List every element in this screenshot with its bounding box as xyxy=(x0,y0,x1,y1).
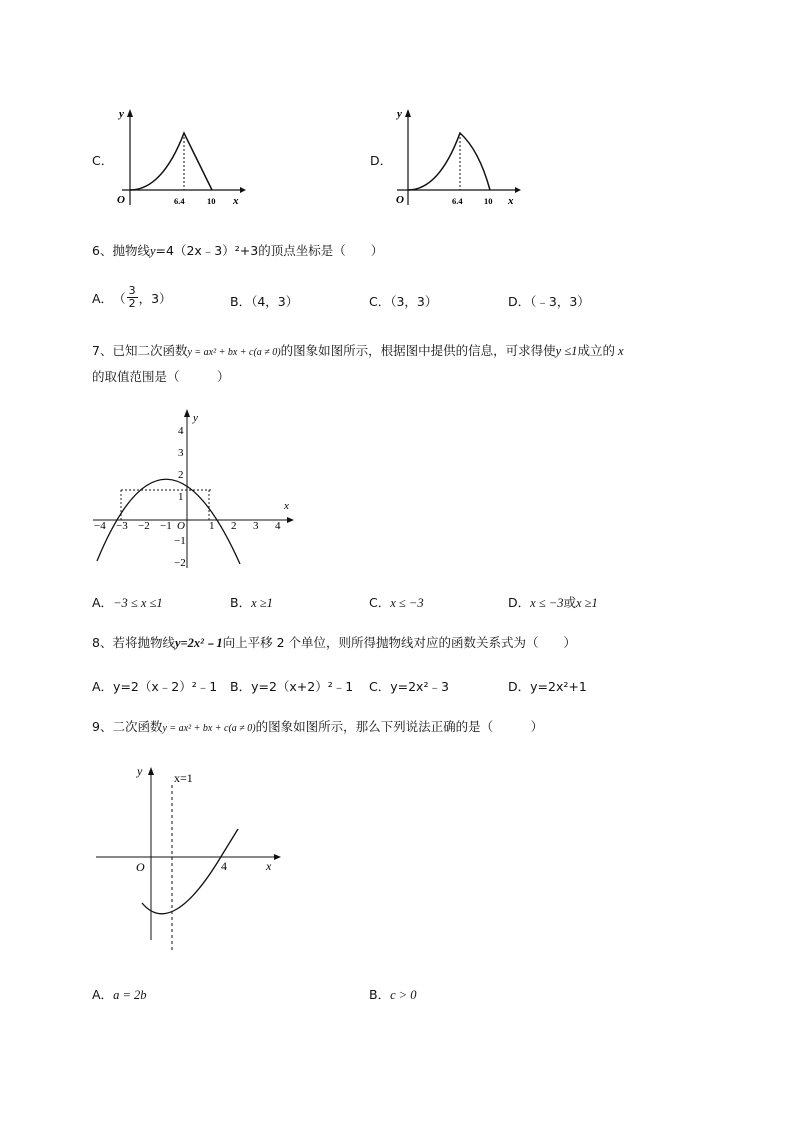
y-tick-label: −2 xyxy=(174,557,186,569)
denominator: 2 xyxy=(128,297,136,310)
option-text: c > 0 xyxy=(390,988,417,1002)
q9-option-a[interactable] xyxy=(92,985,147,1003)
question-text: 若将抛物线 xyxy=(112,635,175,650)
x-tick-label: 1 xyxy=(209,520,215,532)
y-tick-label: −1 xyxy=(174,535,186,547)
y-label: y xyxy=(137,764,143,778)
x-tick-label: −1 xyxy=(160,520,172,532)
graph-d xyxy=(387,105,522,210)
y-axis-arrow xyxy=(184,409,190,417)
formula: y = ax² + bx + c(a ≠ 0) xyxy=(187,347,281,358)
q7-option-c[interactable] xyxy=(369,593,424,611)
question-text: 成立的 xyxy=(577,343,615,358)
q6-option-a[interactable] xyxy=(92,285,172,310)
x-tick-label: 4 xyxy=(275,520,281,532)
question-text: 的图象如图所示，根据图中提供的信息，可求得使 xyxy=(280,343,556,358)
y-tick-label: 2 xyxy=(178,469,184,481)
q8-option-d[interactable]: D．y=2x²+1 xyxy=(508,679,587,694)
x-tick-label: −3 xyxy=(116,520,128,532)
x-axis-arrow xyxy=(287,517,294,523)
question-8-stem xyxy=(92,633,576,651)
q6-option-c[interactable]: C．（3，3） xyxy=(369,294,438,309)
x-axis-arrow xyxy=(240,187,246,193)
q6-option-b[interactable]: B．（4，3） xyxy=(230,294,299,309)
option-label: D． xyxy=(508,595,531,610)
q8-option-a[interactable]: A．y=2（x﹣2）²﹣1 xyxy=(92,679,218,694)
question-number: 6、 xyxy=(92,243,113,258)
question-text: 抛物线 xyxy=(112,243,150,258)
question-6-stem xyxy=(92,241,383,259)
question-number: 8、 xyxy=(92,635,113,650)
option-label: B． xyxy=(230,595,252,610)
option-text: x ≥1 xyxy=(576,596,598,610)
option-label: C． xyxy=(369,595,391,610)
x-label: x xyxy=(284,500,289,512)
option-text: 或 xyxy=(563,595,576,610)
q7-parabola-graph xyxy=(88,405,298,570)
question-text: 向上平移 2 个单位，则所得抛物线对应的函数关系式为（ ） xyxy=(222,635,577,650)
formula: =4（2x﹣3）²+3 xyxy=(155,243,259,258)
root-label: 4 xyxy=(221,859,227,873)
numerator: 3 xyxy=(128,284,136,297)
origin-label: O xyxy=(396,194,404,206)
tick-label: 6.4 xyxy=(174,196,185,206)
formula: y ≤1 xyxy=(555,344,578,358)
x-axis-arrow xyxy=(515,187,521,193)
option-text: x ≥1 xyxy=(251,596,273,610)
y-axis-arrow xyxy=(148,767,154,775)
y-tick-label: 3 xyxy=(178,447,184,459)
option-text: x ≤ −3 xyxy=(390,596,424,610)
y-label: y xyxy=(193,412,198,424)
tick-label: 10 xyxy=(207,196,216,206)
option-text: a = 2b xyxy=(113,988,147,1002)
y-tick-label: 4 xyxy=(178,425,184,437)
formula-var: x xyxy=(617,344,624,358)
question-number: 7、 xyxy=(92,343,113,358)
x-tick-label: −4 xyxy=(94,520,106,532)
q9-parabola-graph xyxy=(90,755,290,960)
origin-label: O xyxy=(117,194,125,206)
x-label: x xyxy=(233,195,239,207)
question-text: 的顶点坐标是（ ） xyxy=(258,243,384,258)
option-label: A． xyxy=(92,595,114,610)
origin-label: O xyxy=(136,860,145,874)
graph-c xyxy=(112,105,247,210)
question-7-stem-line2: 的取值范围是（ ） xyxy=(92,369,230,384)
q6-option-d[interactable]: D．（﹣3，3） xyxy=(508,294,590,309)
y-label: y xyxy=(119,108,124,120)
q8-option-b[interactable]: B．y=2（x+2）²﹣1 xyxy=(230,679,354,694)
question-text: 已知二次函数 xyxy=(112,343,188,358)
option-label: B． xyxy=(369,987,391,1002)
question-number: 9、 xyxy=(92,719,113,734)
formula: y=2x²﹣1 xyxy=(174,636,223,650)
option-label: A． xyxy=(92,290,114,306)
curve xyxy=(408,133,490,190)
question-7-stem xyxy=(92,341,624,359)
q7-option-b[interactable] xyxy=(230,593,273,611)
option-d-label: D． xyxy=(370,153,393,168)
option-text: x ≤ −3 xyxy=(530,596,564,610)
y-axis-arrow xyxy=(127,109,133,117)
x-label: x xyxy=(266,859,272,873)
question-text: 二次函数 xyxy=(112,719,163,734)
axis-label: x=1 xyxy=(174,771,193,785)
option-text: −3 ≤ x ≤1 xyxy=(113,596,163,610)
x-label: x xyxy=(508,195,514,207)
curve xyxy=(130,133,212,190)
formula: y = ax² + bx + c(a ≠ 0) xyxy=(162,723,256,734)
option-text: ，3） xyxy=(138,290,172,306)
y-label: y xyxy=(397,108,402,120)
q7-option-d[interactable] xyxy=(508,593,598,611)
origin-label: O xyxy=(177,520,185,532)
y-tick-label: 1 xyxy=(178,491,184,503)
option-c-label: C． xyxy=(92,153,114,168)
q8-option-c[interactable]: C．y=2x²﹣3 xyxy=(369,679,449,694)
x-tick-label: −2 xyxy=(138,520,150,532)
x-tick-label: 3 xyxy=(253,520,259,532)
q9-option-b[interactable] xyxy=(369,985,417,1003)
y-axis-arrow xyxy=(405,109,411,117)
question-9-stem xyxy=(92,717,543,735)
x-tick-label: 2 xyxy=(231,520,237,532)
tick-label: 10 xyxy=(484,196,493,206)
option-text: （ xyxy=(113,290,126,306)
q7-option-a[interactable] xyxy=(92,593,163,611)
formula-var: y xyxy=(149,244,156,258)
question-text: 的图象如图所示，那么下列说法正确的是（ ） xyxy=(255,719,544,734)
tick-label: 6.4 xyxy=(452,196,463,206)
fraction xyxy=(127,285,138,310)
x-axis-arrow xyxy=(274,854,281,860)
option-label: A． xyxy=(92,987,114,1002)
